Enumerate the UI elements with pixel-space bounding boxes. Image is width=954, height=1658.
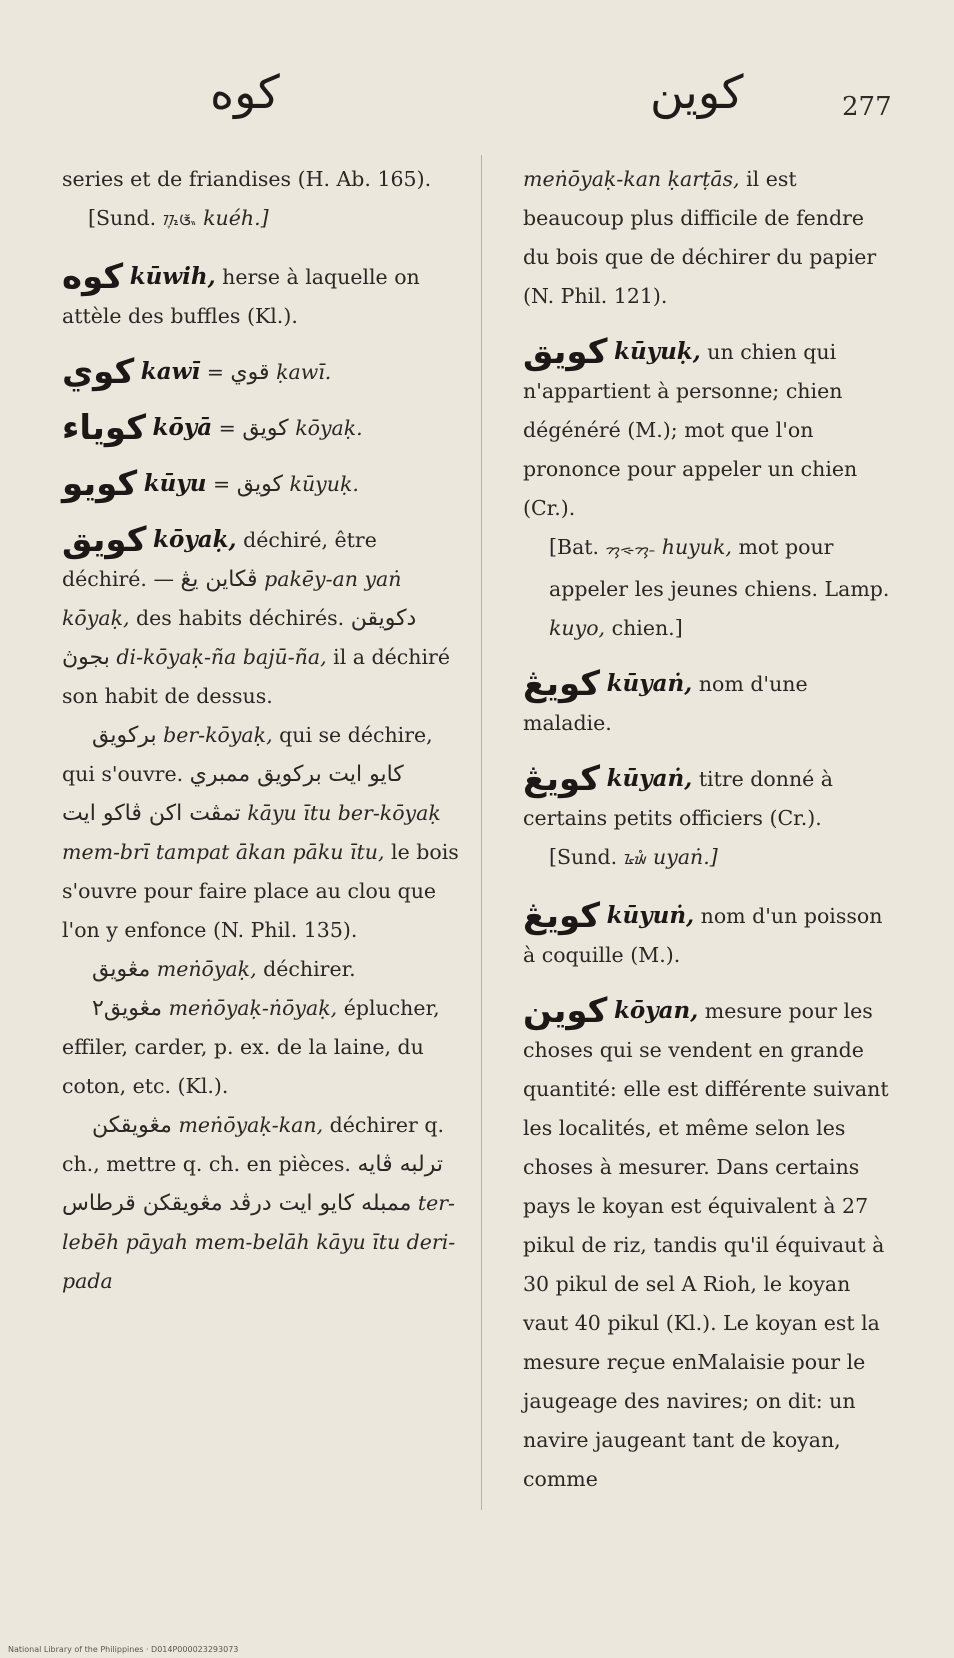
headword: kōyaḳ, [153, 526, 237, 553]
sundanese-script: ᮅᮚᮀ [623, 852, 647, 868]
equals-sign: = [218, 416, 236, 440]
headword: kūyuḳ, [614, 338, 701, 365]
definition: nom d'un poisson à coquille (M.). [523, 904, 883, 967]
entry-kuyang-2 [523, 759, 893, 880]
example-arabic: ترلبه ڤايه ممبله كايو ايت درڤد [229, 1152, 443, 1216]
batak-script: ᯂᯮᯐᯮᯂ᯳ [605, 542, 656, 558]
headword-arabic: كوي [62, 352, 135, 392]
example-definition: il a déchiré son habit de dessus. [62, 645, 450, 708]
subentry-mengoyak [62, 950, 462, 989]
subentry-arabic: مڠويق [92, 957, 151, 982]
subentry-definition: déchirer q. ch., mettre q. ch. en pièces. [62, 1113, 445, 1176]
headword-arabic: كويو [62, 464, 138, 504]
batak-note: [Bat. ᯂᯮᯐᯮᯂ᯳ huyuk, mot pour appeler les jeunes chiens. Lamp. kuyo, chien.] [549, 535, 890, 640]
running-head-right: كوين [650, 65, 744, 119]
crossref-arabic: كويق [242, 416, 289, 441]
headword-arabic: كويڠ [523, 664, 601, 704]
headword: kūyuṅ, [606, 902, 695, 929]
entry-kuyung [523, 896, 893, 975]
definition: nom d'une maladie. [523, 672, 808, 735]
example-arabic: ڤكاين يڠ [180, 567, 258, 592]
headword-arabic: كويق [523, 332, 608, 372]
headword: kōyā [152, 414, 213, 441]
example-arabic: كايو ايت [328, 762, 404, 787]
headword-arabic: كوياء [62, 408, 147, 448]
entry-continuation [62, 160, 462, 241]
subentry-transliteration: ber-kōyaḳ, [163, 723, 273, 747]
entry-kuwih [62, 257, 462, 336]
equals-sign: = [206, 360, 224, 384]
example-definition: le bois s'ouvre pour faire place au clou que l'on y enfonce (N. Phil. 135). [62, 840, 459, 942]
headword-arabic: كوين [523, 991, 608, 1031]
sundanese-note: [Sund. ᮊᮥᮉᮦᮂ kuéh.] [88, 206, 269, 230]
subentry-arabic: مڠويقكن [92, 1113, 172, 1138]
equals-sign: = [212, 472, 231, 496]
column-divider [481, 155, 482, 1510]
continuation-text: series et de friandises (H. Ab. 165). [62, 167, 432, 191]
definition: mesure pour les choses qui se vendent en grande quantité: elle est différente suivant les localités, et même selon les choses à mesurer. Dans certains pays le koyan est équivalent à 27 pikul de riz, tandis qu'il équivaut à 30 pikul de sel A Rioh, le koyan vaut 40 pikul (Kl.). Le koyan est la mesure reçue enMalaisie pour le jaugeage des navires; on dit: un navire jaugeant tant de koyan, comme [523, 999, 889, 1491]
right-column [523, 160, 893, 1515]
headword: kūwih, [129, 263, 216, 290]
subentry-mengoyak-reduplicated [62, 989, 462, 1106]
entry-continuation [523, 160, 893, 316]
example-transliteration: kāyu ītu ber-kōyaḳ mem-brī tampat ākan pāku ītu, [62, 801, 441, 864]
scan-footer: National Library of the Philippines · D014P000023293073 [8, 1645, 239, 1654]
sundanese-note: [Sund. ᮅᮚᮀ uyaṅ.] [549, 845, 718, 869]
crossref-arabic: قوي [230, 360, 270, 385]
running-head-left: كوه [210, 65, 280, 119]
entry-kuyu [62, 464, 462, 504]
continuation-text: il est beaucoup plus difficile de fendre du bois que de déchirer du papier (N. Phil. 121). [523, 167, 877, 308]
headword: kōyan, [613, 997, 699, 1024]
page-number: 277 [842, 92, 892, 122]
crossref: ḳawī. [276, 360, 332, 384]
example-transliteration: pakēy-an yaṅ kōyaḳ, [62, 567, 402, 630]
crossref: kūyuḳ. [289, 472, 359, 496]
example-arabic: دكويقن بجوڽ [62, 606, 417, 670]
subentry-ber-koyak [62, 716, 462, 950]
example-transliteration: di-kōyaḳ-ña bajū-ña, [116, 645, 327, 669]
entry-koyan [523, 991, 893, 1499]
definition: déchiré, être déchiré. — [62, 528, 377, 591]
entry-koya [62, 408, 462, 448]
subentry-definition: déchirer. [263, 957, 356, 981]
subentry-transliteration: meṅōyaḳ, [156, 957, 257, 981]
subentry-definition: qui se déchire, qui s'ouvre. [62, 723, 433, 786]
left-column [62, 160, 462, 1317]
subentry-definition: éplucher, effiler, carder, p. ex. de la laine, du coton, etc. (Kl.). [62, 996, 440, 1098]
headword: kūyaṅ, [606, 765, 693, 792]
definition: herse à laquelle on attèle des buffles (Kl.). [62, 265, 420, 328]
subentry-transliteration: meṅōyaḳ-ṅōyaḳ, [168, 996, 338, 1020]
example-definition: des habits déchirés. [136, 606, 345, 630]
crossref: kōyaḳ. [295, 416, 363, 440]
headword-arabic: كوه [62, 257, 124, 297]
headword-arabic: كويڠ [523, 759, 601, 799]
sundanese-script: ᮊᮥᮉᮦᮂ [162, 213, 197, 229]
headword: kūyu [143, 470, 207, 497]
entry-kuyuk [523, 332, 893, 648]
headword: kawī [140, 358, 201, 385]
example-arabic: بركويق ممبري تمڤت اكن ڤاكو ايت [62, 762, 322, 826]
headword-arabic: كويق [62, 520, 147, 560]
entry-kawi [62, 352, 462, 392]
headword-arabic: كويڠ [523, 896, 601, 936]
example-transliteration: ter-lebēh pāyah mem-belāh kāyu ītu deri-pada [62, 1191, 456, 1293]
entry-kuyang-1 [523, 664, 893, 743]
definition: un chien qui n'appartient à personne; chien dégénéré (M.); mot que l'on prononce pour appeler un chien (Cr.). [523, 340, 858, 520]
entry-koyak [62, 520, 462, 1301]
crossref-arabic: كويق [236, 472, 284, 497]
subentry-mengoyak-kan [62, 1106, 462, 1301]
subentry-arabic: مڠويق٢ [92, 996, 163, 1021]
definition: titre donné à certains petits officiers (Cr.). [523, 767, 834, 830]
subentry-transliteration: meṅōyaḳ-kan, [178, 1113, 324, 1137]
continuation-transliteration: meṅōyaḳ-kan ḳarṭās, [523, 167, 740, 191]
subentry-arabic: بركويق [92, 723, 157, 748]
example-arabic: مڠويقكن قرطاس [62, 1191, 223, 1216]
headword: kūyaṅ, [606, 670, 693, 697]
